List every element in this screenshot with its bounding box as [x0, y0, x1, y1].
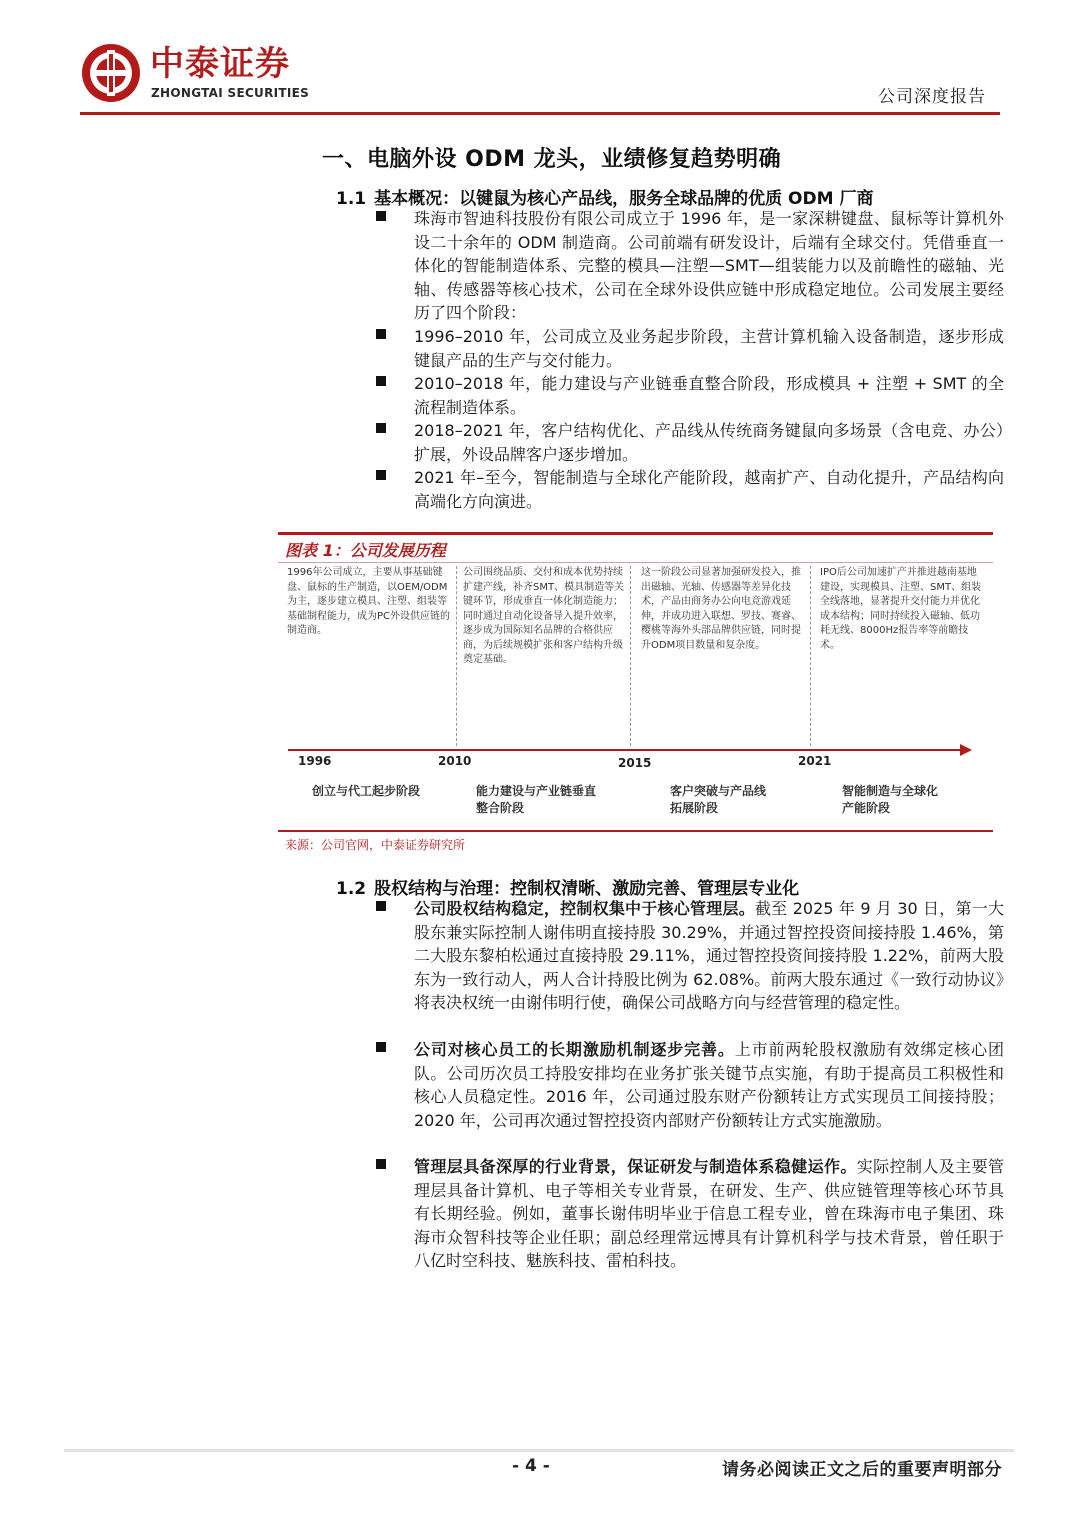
- zhongtai-logo-icon: [80, 42, 142, 104]
- timeline-year: 2021: [798, 754, 832, 768]
- timeline-year: 2010: [438, 754, 472, 768]
- stage-divider: [810, 566, 811, 746]
- bullet-square-icon: [376, 1042, 386, 1052]
- paragraph-body: 截至 2025 年 9 月 30 日，第一大股东兼实际控制人谢伟明直接持股 30.29%，并通过智控投资间接持股 1.46%，第二大股东黎柏松通过直接持股 29.11%，通过智控投资间接持股 1.22%，前两大股东为一致行动人，两人合计持股比例为 62.08%。前两大股东通过《一致行动协议》将表决权统一由谢伟明行使，确保公司战略方向与经营管理的稳定性。: [414, 899, 1004, 1012]
- bullet-paragraph: [376, 1038, 1004, 1132]
- timeline-year: 2015: [618, 756, 652, 770]
- logo-text-en: ZHONGTAI SECURITIES: [151, 86, 310, 100]
- figure-source: 来源：公司官网，中泰证券研究所: [285, 838, 466, 852]
- stage-divider: [456, 566, 457, 746]
- stage-name: 能力建设与产业链垂直整合阶段: [476, 784, 597, 815]
- paragraph-text: [414, 1155, 1004, 1273]
- timeline-arrow-icon: [960, 744, 972, 756]
- bullet-paragraph: [376, 325, 1004, 372]
- stage-description: IPO后公司加速扩产并推进越南基地建设，实现模具、注塑、SMT、组装全线落地，显著提升交付能力并优化成本结构；同时持续投入磁轴、低功耗无线、8000Hz报告率等前瞻技术。: [820, 567, 982, 651]
- header-divider: [80, 112, 1000, 115]
- bullet-square-icon: [376, 329, 386, 339]
- paragraph-lead: 公司对核心员工的长期激励机制逐步完善。: [414, 1040, 735, 1059]
- subsection-title: 基本概况：以键鼠为核心产品线，服务全球品牌的优质 ODM 厂商: [374, 189, 874, 209]
- timeline-year: 1996: [298, 754, 332, 768]
- paragraph-text: [414, 897, 1004, 1015]
- subsection-heading-1-2: [336, 874, 799, 899]
- paragraph-text: 2010–2018 年，能力建设与产业链垂直整合阶段，形成模具 + 注塑 + SMT 的全流程制造体系。: [414, 374, 1004, 417]
- bullet-paragraph: [376, 372, 1004, 419]
- stage-name: 创立与代工起步阶段: [312, 784, 421, 798]
- bullet-square-icon: [376, 423, 386, 433]
- bullet-square-icon: [376, 901, 386, 911]
- section-title: 一、电脑外设 ODM 龙头，业绩修复趋势明确: [322, 147, 782, 172]
- figure-bottom-rule: [278, 830, 993, 832]
- subsection-number: 1.1: [336, 189, 367, 209]
- paragraph-text: 2018–2021 年，客户结构优化、产品线从传统商务键鼠向多场景（含电竞、办公）扩展，外设品牌客户逐步增加。: [414, 421, 1004, 464]
- figure-title-rule: [278, 562, 993, 563]
- stage-name: 客户突破与产品线拓展阶段: [670, 784, 767, 815]
- report-type-label: 公司深度报告: [878, 87, 986, 107]
- stage-description: 这一阶段公司显著加强研发投入，推出磁轴、光轴、传感器等差异化技术，产品由商务办公向电竞游戏延伸，并成功进入联想、罗技、赛睿、樱桃等海外头部品牌供应链，同时提升ODM项目数量和复杂度。: [641, 567, 801, 651]
- paragraph-lead: 管理层具备深厚的行业背景，保证研发与制造体系稳健运作。: [414, 1157, 857, 1176]
- paragraph-text: [414, 1038, 1004, 1132]
- stage-description: 公司围绕品质、交付和成本优势持续扩建产线，补齐SMT、模具制造等关键环节，形成垂直一体化制造能力；同时通过自动化设备导入提升效率，逐步成为国际知名品牌的合格供应商，为后续规模扩张和客户结构升级奠定基础。: [463, 567, 625, 665]
- bullet-paragraph: [376, 897, 1004, 1015]
- stage-divider: [630, 566, 631, 746]
- subsection-number: 1.2: [336, 879, 367, 899]
- bullet-square-icon: [376, 1159, 386, 1169]
- bullet-square-icon: [376, 470, 386, 480]
- bullet-paragraph: [376, 466, 1004, 513]
- paragraph-text: 1996–2010 年，公司成立及业务起步阶段，主营计算机输入设备制造，逐步形成键鼠产品的生产与交付能力。: [414, 327, 1004, 370]
- paragraph-text: 2021 年–至今，智能制造与全球化产能阶段，越南扩产、自动化提升，产品结构向高端化方向演进。: [414, 468, 1004, 511]
- bullet-square-icon: [376, 376, 386, 386]
- stage-description: 1996年公司成立，主要从事基础键盘、鼠标的生产制造，以OEM/ODM为主，逐步建立模具、注塑、组装等基础制程能力，成为PC外设供应链的制造商。: [287, 567, 451, 636]
- bullet-paragraph: [376, 207, 1004, 325]
- logo-text-cn: 中泰证券: [150, 44, 290, 84]
- figure-top-rule: [278, 532, 993, 535]
- subsection-title: 股权结构与治理：控制权清晰、激励完善、管理层专业化: [374, 879, 800, 899]
- page-number: - 4 -: [512, 1456, 550, 1476]
- paragraph-lead: 公司股权结构稳定，控制权集中于核心管理层。: [414, 899, 755, 918]
- footer-divider: [64, 1449, 1014, 1452]
- bullet-paragraph: [376, 1155, 1004, 1273]
- subsection-heading-1-1: [336, 184, 873, 209]
- stage-name: 智能制造与全球化产能阶段: [842, 784, 939, 815]
- bullet-paragraph: [376, 419, 1004, 466]
- paragraph-body: 上市前两轮股权激励有效绑定核心团队。公司历次员工持股安排均在业务扩张关键节点实施，有助于提高员工积极性和核心人员稳定性。2016 年，公司通过股东财产份额转让方式实现员工间接持股；2020 年，公司再次通过智控投资内部财产份额转让方式实施激励。: [414, 1040, 1004, 1130]
- timeline-axis: [288, 749, 962, 751]
- figure-title: 图表 1：公司发展历程: [285, 541, 446, 560]
- paragraph-body: 实际控制人及主要管理层具备计算机、电子等相关专业背景，在研发、生产、供应链管理等核心环节具有长期经验。例如，董事长谢伟明毕业于信息工程专业，曾在珠海市电子集团、珠海市众智科技等企业任职；副总经理常远博具有计算机科学与技术背景，曾任职于八亿时空科技、魅族科技、雷柏科技。: [414, 1157, 1004, 1270]
- paragraph-text: 珠海市智迪科技股份有限公司成立于 1996 年，是一家深耕键盘、鼠标等计算机外设二十余年的 ODM 制造商。公司前端有研发设计，后端有全球交付。凭借垂直一体化的智能制造体系、完整的模具—注塑—SMT—组装能力以及前瞻性的磁轴、光轴、传感器等核心技术，公司在全球外设供应链中形成稳定地位。公司发展主要经历了四个阶段：: [414, 209, 1004, 322]
- footer-disclaimer-note: 请务必阅读正文之后的重要声明部分: [722, 1460, 1002, 1480]
- bullet-square-icon: [376, 211, 386, 221]
